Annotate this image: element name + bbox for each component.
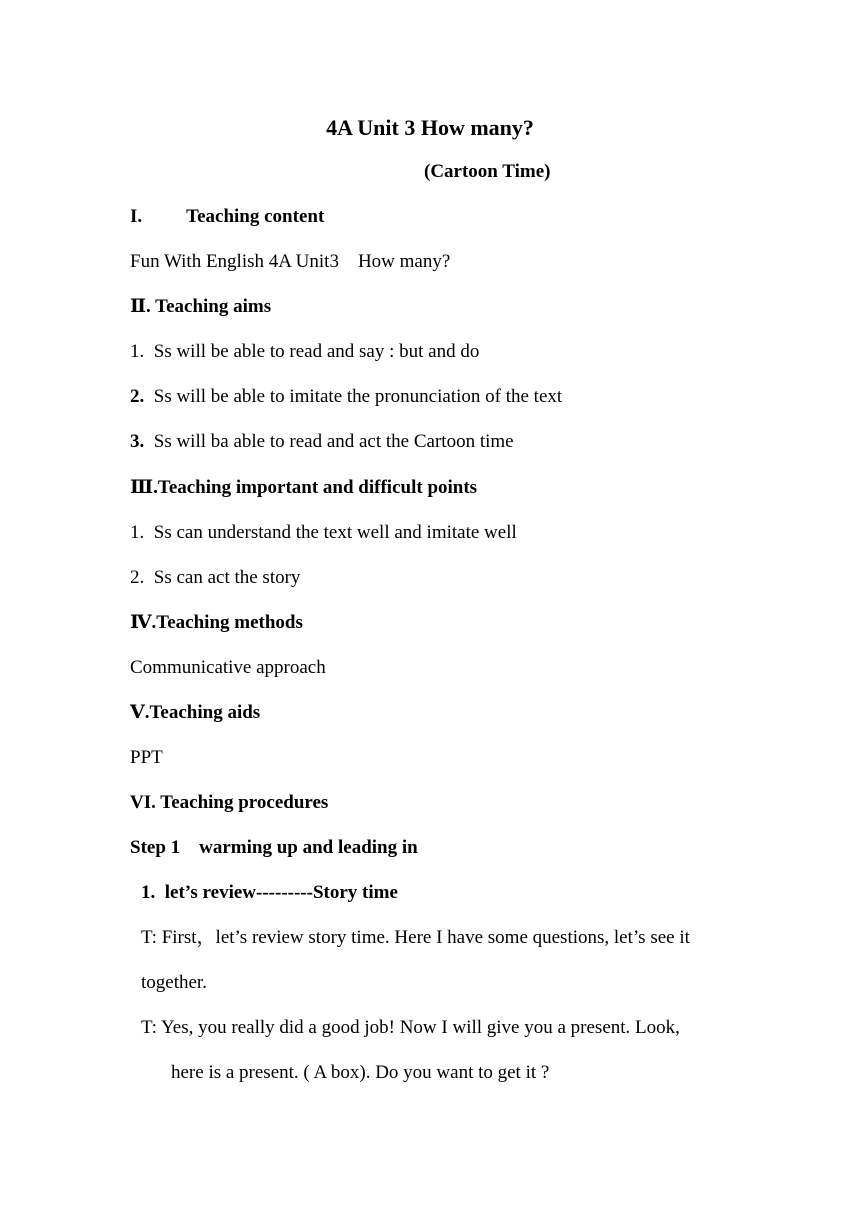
section-5-text: PPT: [130, 747, 163, 768]
paragraph-line: here is a present. ( A box). Do you want to get it ?: [171, 1062, 550, 1083]
list-item: [130, 340, 479, 364]
paragraph-line: together.: [141, 972, 207, 993]
section-1-title: Teaching content: [186, 206, 325, 227]
list-item-text: Ss will ba able to read and act the Cartoon time: [153, 431, 514, 452]
list-item-text: Ss will be able to read and say : but and do: [153, 341, 480, 362]
list-item: [130, 566, 300, 590]
list-item-number: 1.: [130, 341, 145, 362]
section-6-heading: VI. Teaching procedures: [130, 792, 329, 813]
section-1-heading: [130, 205, 324, 229]
document-subtitle: (Cartoon Time): [424, 161, 551, 182]
list-item-text: Ss can understand the text well and imitate well: [153, 522, 517, 543]
section-4-text: Communicative approach: [130, 657, 326, 678]
step-1-heading: Step 1 warming up and leading in: [130, 837, 418, 858]
document-title: 4A Unit 3 How many?: [326, 115, 534, 140]
section-2-heading: Ⅱ. Teaching aims: [130, 296, 272, 317]
list-item-number: 3.: [130, 431, 145, 452]
list-item-text: Ss can act the story: [153, 567, 301, 588]
step-1-subheading: 1. let’s review---------Story time: [141, 882, 398, 903]
list-item-number: 1.: [130, 522, 145, 543]
paragraph-line: T: First，let’s review story time. Here I have some questions, let’s see it: [141, 927, 690, 948]
paragraph-line: T: Yes, you really did a good job! Now I will give you a present. Look,: [141, 1017, 680, 1038]
list-item-number: 2.: [130, 386, 145, 407]
section-4-heading: Ⅳ.Teaching methods: [130, 612, 303, 633]
section-1-number: I.: [130, 206, 143, 227]
section-3-heading: Ⅲ.Teaching important and difficult points: [130, 477, 478, 498]
section-1-text: Fun With English 4A Unit3 How many?: [130, 251, 451, 272]
list-item: [130, 521, 517, 545]
list-item-number: 2.: [130, 567, 145, 588]
list-item: [130, 385, 562, 409]
list-item-text: Ss will be able to imitate the pronunciation of the text: [153, 386, 563, 407]
section-5-heading: Ⅴ.Teaching aids: [130, 702, 261, 723]
list-item: [130, 430, 514, 454]
